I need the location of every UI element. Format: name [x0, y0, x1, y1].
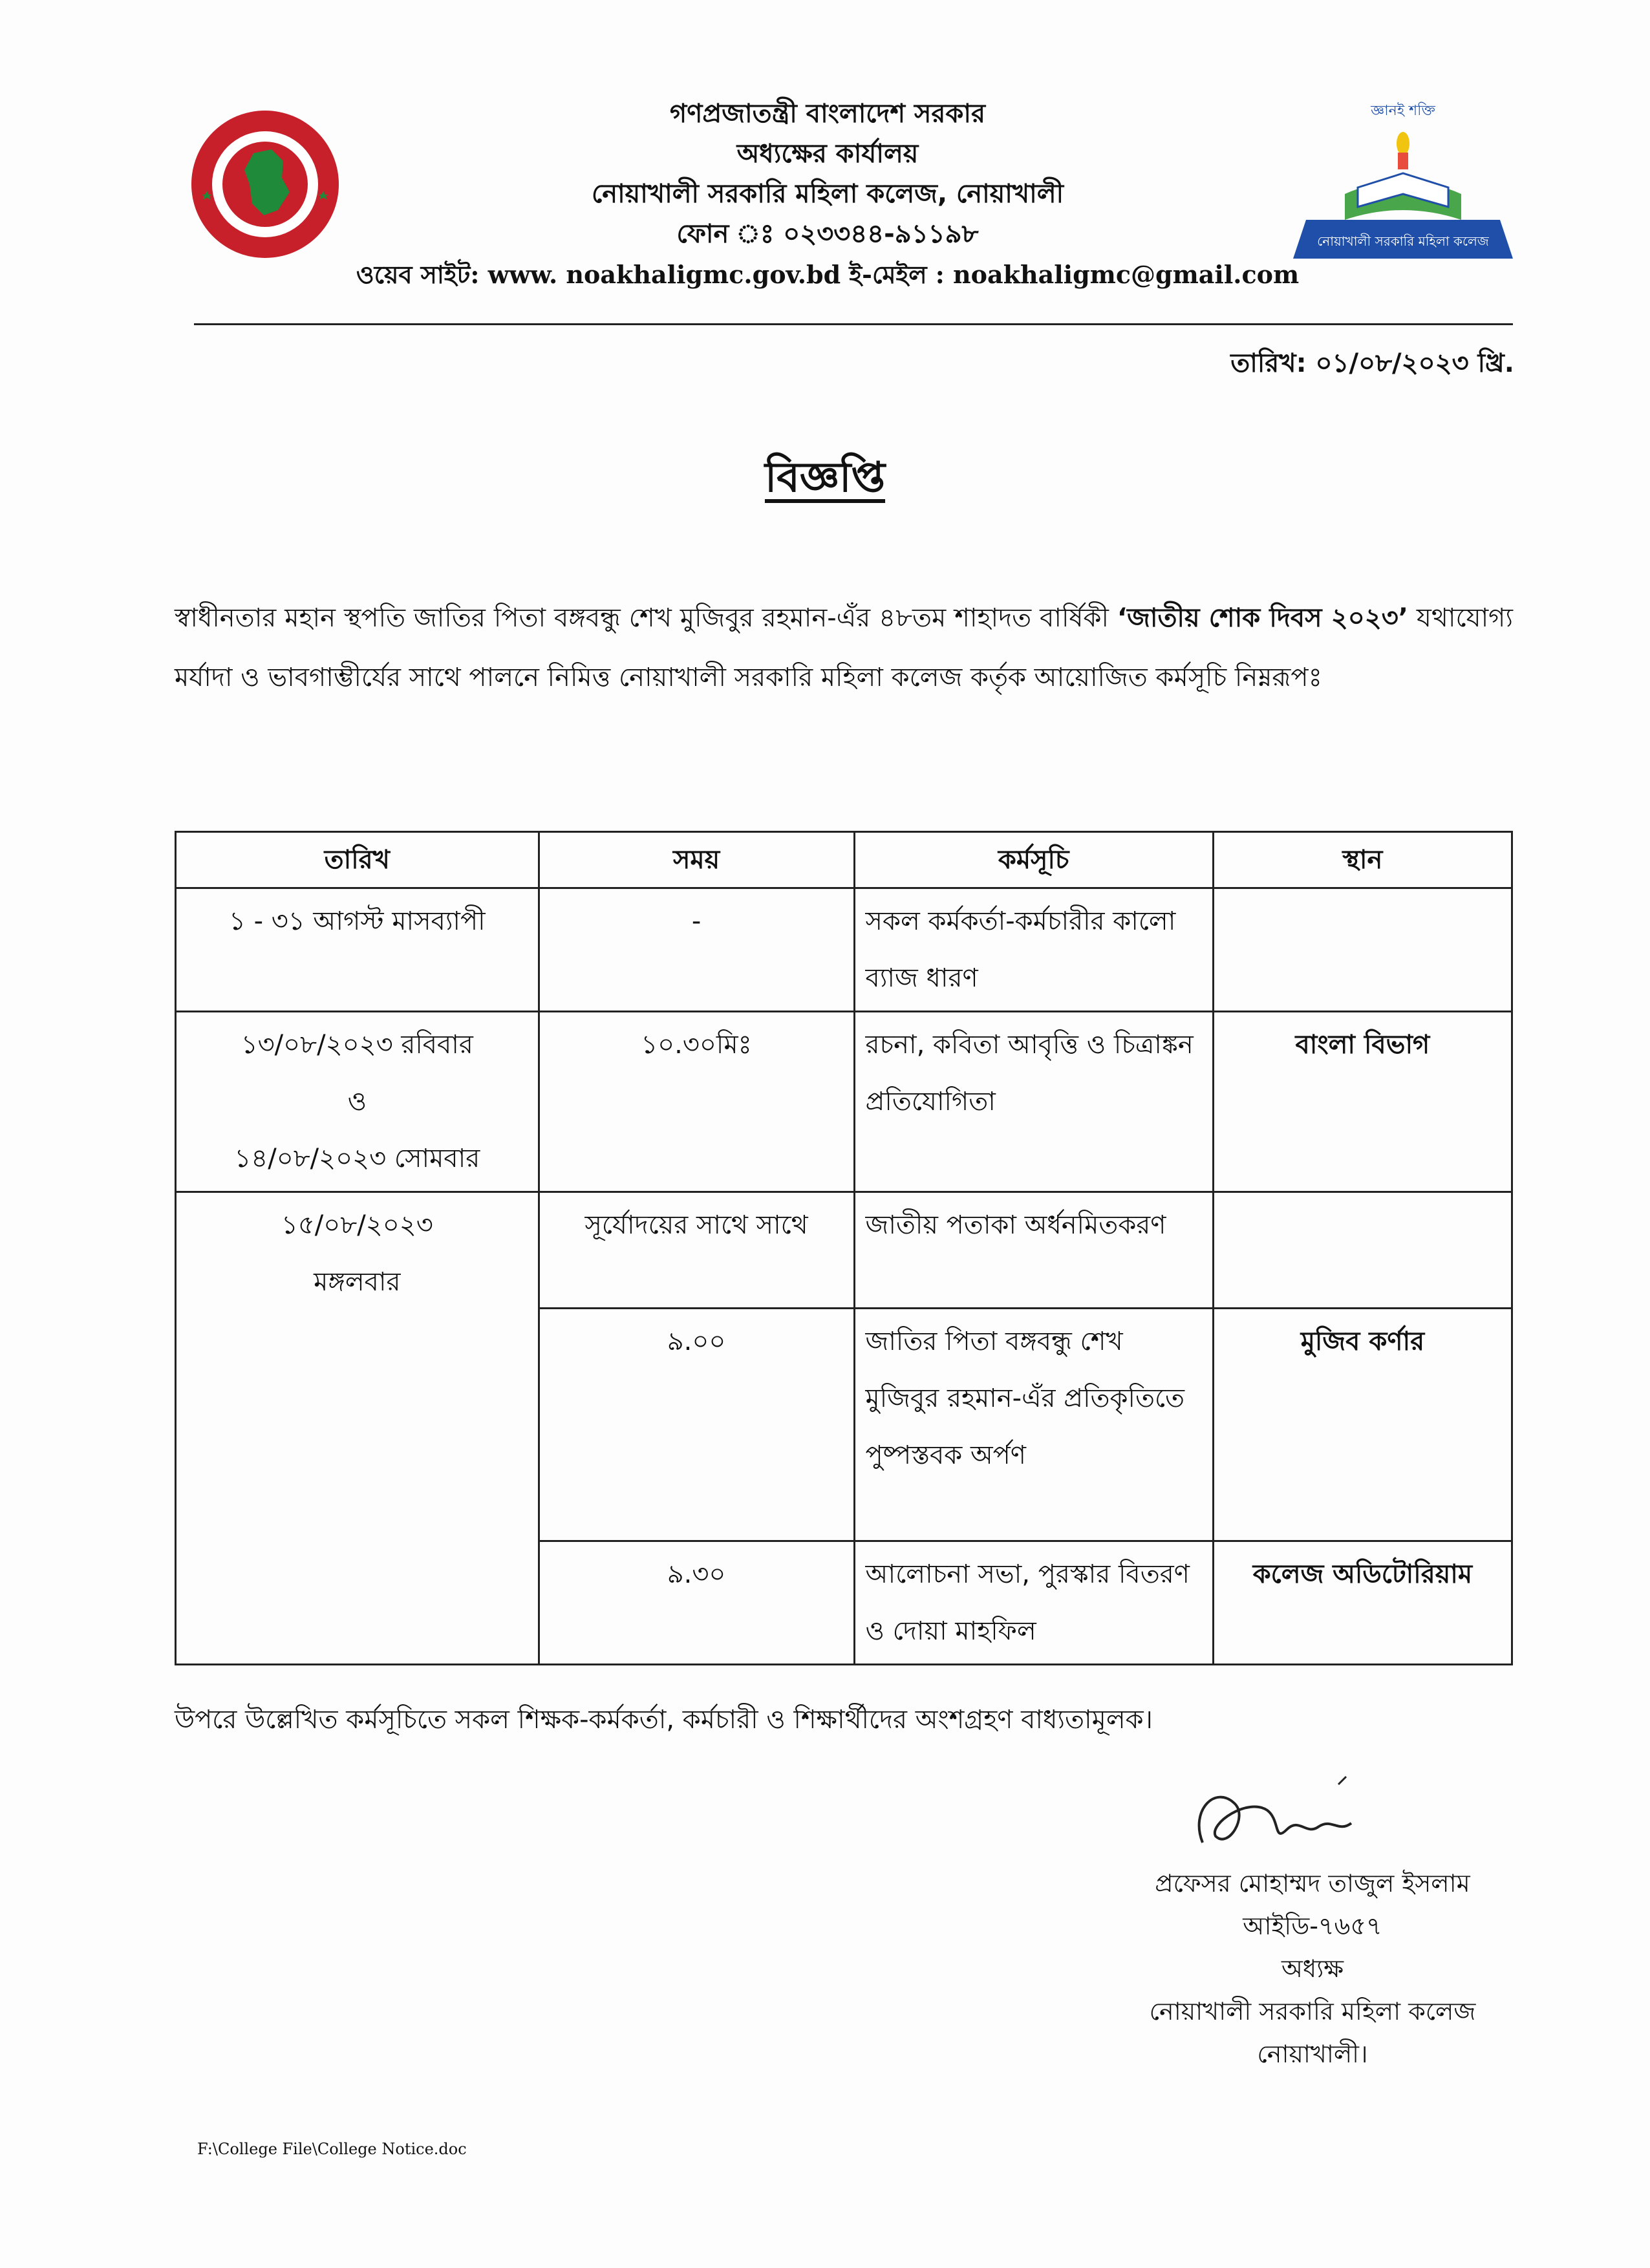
- program-schedule-table: [175, 831, 1513, 1665]
- email-address: noakhaligmc@gmail.com: [953, 260, 1300, 289]
- row5-program: আলোচনা সভা, পুরস্কার বিতরণ ও দোয়া মাহফিল: [854, 1541, 1213, 1665]
- notice-date: তারিখ: ০১/০৮/২০২৩ খ্রি.: [1230, 348, 1514, 378]
- intro-paragraph: [175, 588, 1513, 707]
- row3-date: [176, 1192, 539, 1665]
- intro-event-name: ‘জাতীয় শোক দিবস ২০২৩’: [1117, 603, 1408, 633]
- row2-date: [176, 1012, 539, 1192]
- intro-text-1: স্বাধীনতার মহান স্থপতি জাতির পিতা বঙ্গবন্ধু শেখ মুজিবুর রহমান-এঁর ৪৮তম শাহাদত বার্ষিকী: [175, 603, 1109, 633]
- table-header-row: [176, 832, 1512, 888]
- row2-date-line3: ১৪/০৮/২০২৩ সোমবার: [234, 1144, 480, 1173]
- row1-program: সকল কর্মকর্তা-কর্মচারীর কালো ব্যাজ ধারণ: [854, 888, 1213, 1012]
- college-logo: [1287, 97, 1519, 265]
- row4-place: মুজিব কর্ণার: [1213, 1309, 1512, 1541]
- logo-motto: জ্ঞানই শক্তি: [1371, 103, 1435, 119]
- phone-number: ফোন ঃ ০২৩৩৪৪-৯১১৯৮: [676, 219, 979, 249]
- row2-date-line2: ও: [347, 1087, 367, 1117]
- signatory-id: আইডি-৭৬৫৭: [1243, 1912, 1382, 1940]
- row2-date-line1: ১৩/০৮/২০২৩ রবিবার: [241, 1030, 473, 1060]
- handwritten-signature: [1177, 1771, 1371, 1868]
- table-row: [176, 888, 1512, 1012]
- row2-time: ১০.৩০মিঃ: [539, 1012, 854, 1192]
- row2-program: রচনা, কবিতা আবৃত্তি ও চিত্রাঙ্কন প্রতিযোগিতা: [854, 1012, 1213, 1192]
- signatory-place: নোয়াখালী।: [1257, 2040, 1368, 2068]
- table-row: [176, 1012, 1512, 1192]
- letterhead: [336, 94, 1319, 295]
- email-label: ই-মেইল :: [849, 260, 945, 289]
- office-name: অধ্যক্ষের কার্যালয়: [736, 139, 919, 169]
- row2-place: বাংলা বিভাগ: [1213, 1012, 1512, 1192]
- row3-date-line1: ১৫/০৮/২০২৩: [281, 1210, 433, 1240]
- row3-program: জাতীয় পতাকা অর্ধনমিতকরণ: [854, 1192, 1213, 1309]
- signatory-name: প্রফেসর মোহাম্মদ তাজুল ইসলাম: [1155, 1869, 1470, 1898]
- row3-date-line2: মঙ্গলবার: [314, 1267, 401, 1297]
- college-name: নোয়াখালী সরকারি মহিলা কলেজ, নোয়াখালী: [591, 179, 1064, 209]
- table-row: [176, 1192, 1512, 1309]
- header-time: সময়: [539, 832, 854, 888]
- header-divider: [194, 323, 1513, 325]
- signatory-college: নোয়াখালী সরকারি মহিলা কলেজ: [1149, 1997, 1476, 2026]
- website-label: ওয়েব সাইট:: [356, 260, 480, 289]
- gov-name: গণপ্রজাতন্ত্রী বাংলাদেশ সরকার: [670, 99, 985, 129]
- row5-time: ৯.৩০: [539, 1541, 854, 1665]
- row1-time: -: [539, 888, 854, 1012]
- contact-line: [336, 254, 1319, 295]
- row5-place: কলেজ অডিটোরিয়াম: [1213, 1541, 1512, 1665]
- row4-time: ৯.০০: [539, 1309, 854, 1541]
- row1-place: [1213, 888, 1512, 1012]
- signatory-designation: অধ্যক্ষ: [1281, 1954, 1344, 1983]
- intro-text-2: যথাযোগ্য মর্যাদা ও ভাবগাম্ভীর্যের সাথে পালনে নিমিত্ত নোয়াখালী সরকারি মহিলা কলেজ কর্তৃক আয়োজিত কর্মসূচি নিম্নরূপঃ: [175, 603, 1513, 692]
- website-url: www. noakhaligmc.gov.bd: [488, 260, 841, 289]
- file-path-footer: F:\College File\College Notice.doc: [197, 2140, 467, 2158]
- header-program: কর্মসূচি: [854, 832, 1213, 888]
- header-place: স্থান: [1213, 832, 1512, 888]
- row3-time: সূর্যোদয়ের সাথে সাথে: [539, 1192, 854, 1309]
- notice-title-wrap: [0, 446, 1650, 515]
- row1-date: ১ - ৩১ আগস্ট মাসব্যাপী: [176, 888, 539, 1012]
- signature-block: [1034, 1862, 1591, 2075]
- notice-title: বিজ্ঞপ্তি: [764, 454, 886, 502]
- logo-banner: নোয়াখালী সরকারি মহিলা কলেজ: [1317, 233, 1489, 249]
- row4-program: জাতির পিতা বঙ্গবন্ধু শেখ মুজিবুর রহমান-এঁর প্রতিকৃতিতে পুষ্পস্তবক অর্পণ: [854, 1309, 1213, 1541]
- header-date: তারিখ: [176, 832, 539, 888]
- row3-place: [1213, 1192, 1512, 1309]
- government-seal-logo: [188, 107, 343, 262]
- mandatory-note: উপরে উল্লেখিত কর্মসূচিতে সকল শিক্ষক-কর্মকর্তা, কর্মচারী ও শিক্ষার্থীদের অংশগ্রহণ বাধ্যতামূলক।: [175, 1705, 1153, 1735]
